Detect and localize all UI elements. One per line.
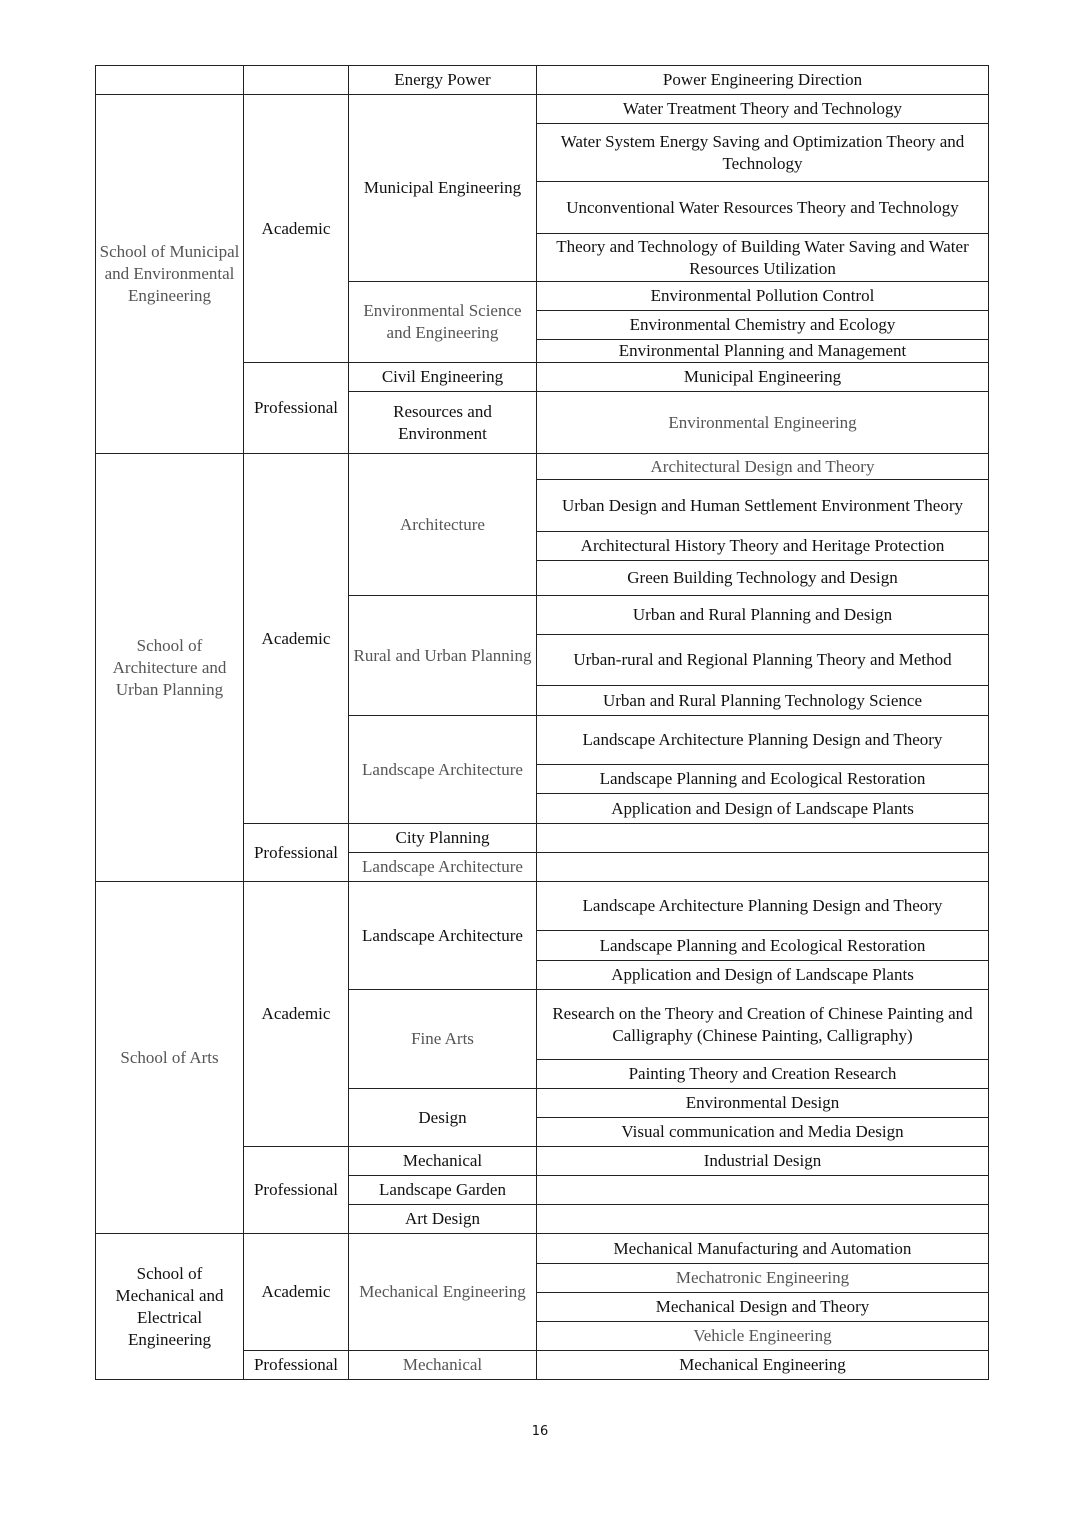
- discipline-cell: Fine Arts: [349, 990, 537, 1089]
- direction-cell: Urban Design and Human Settlement Environment Theory: [537, 480, 989, 532]
- table-row: [96, 882, 989, 931]
- direction-cell: Application and Design of Landscape Plants: [537, 794, 989, 824]
- direction-cell: Architectural Design and Theory: [537, 454, 989, 480]
- direction-cell: Power Engineering Direction: [537, 66, 989, 95]
- direction-cell: Mechanical Engineering: [537, 1351, 989, 1380]
- direction-cell: Research on the Theory and Creation of Chinese Painting and Calligraphy (Chinese Painting, Calligraphy): [537, 990, 989, 1060]
- discipline-cell: Landscape Garden: [349, 1176, 537, 1205]
- direction-cell-empty: [537, 824, 989, 853]
- school-cell: School of Arts: [96, 882, 244, 1234]
- direction-cell: Application and Design of Landscape Plants: [537, 961, 989, 990]
- direction-cell: Mechanical Design and Theory: [537, 1293, 989, 1322]
- table-row: [96, 66, 989, 95]
- discipline-cell: Civil Engineering: [349, 363, 537, 392]
- direction-cell: Architectural History Theory and Heritage Protection: [537, 532, 989, 561]
- type-cell-empty: [244, 66, 349, 95]
- direction-cell: Water Treatment Theory and Technology: [537, 95, 989, 124]
- direction-cell: Environmental Design: [537, 1089, 989, 1118]
- direction-cell: Urban and Rural Planning and Design: [537, 596, 989, 635]
- direction-cell: Landscape Architecture Planning Design and Theory: [537, 716, 989, 765]
- discipline-cell: Mechanical: [349, 1351, 537, 1380]
- discipline-cell: Art Design: [349, 1205, 537, 1234]
- school-cell: School of Mechanical and Electrical Engineering: [96, 1234, 244, 1380]
- discipline-cell: Environmental Science and Engineering: [349, 282, 537, 363]
- type-cell-academic: Academic: [244, 454, 349, 824]
- discipline-cell: Landscape Architecture: [349, 882, 537, 990]
- direction-cell: Landscape Architecture Planning Design and Theory: [537, 882, 989, 931]
- direction-cell: Water System Energy Saving and Optimization Theory and Technology: [537, 124, 989, 182]
- direction-cell: Urban-rural and Regional Planning Theory and Method: [537, 635, 989, 686]
- school-cell: School of Architecture and Urban Planning: [96, 454, 244, 882]
- school-cell: School of Municipal and Environmental Engineering: [96, 95, 244, 454]
- type-cell-academic: Academic: [244, 95, 349, 363]
- direction-cell: Vehicle Engineering: [537, 1322, 989, 1351]
- discipline-cell: City Planning: [349, 824, 537, 853]
- type-cell-professional: Professional: [244, 1147, 349, 1234]
- discipline-cell: Resources and Environment: [349, 392, 537, 454]
- direction-cell: Painting Theory and Creation Research: [537, 1060, 989, 1089]
- table-row: [96, 1234, 989, 1264]
- discipline-cell: Landscape Architecture: [349, 716, 537, 824]
- type-cell-academic: Academic: [244, 1234, 349, 1351]
- direction-cell-empty: [537, 1176, 989, 1205]
- discipline-cell: Design: [349, 1089, 537, 1147]
- direction-cell: Green Building Technology and Design: [537, 561, 989, 596]
- direction-cell: Environmental Chemistry and Ecology: [537, 311, 989, 340]
- table-row: [96, 454, 989, 480]
- direction-cell: Urban and Rural Planning Technology Science: [537, 686, 989, 716]
- direction-cell: Landscape Planning and Ecological Restoration: [537, 931, 989, 961]
- direction-cell: Unconventional Water Resources Theory and Technology: [537, 182, 989, 234]
- discipline-cell: Mechanical: [349, 1147, 537, 1176]
- direction-cell: Environmental Planning and Management: [537, 340, 989, 363]
- direction-cell: Industrial Design: [537, 1147, 989, 1176]
- type-cell-professional: Professional: [244, 1351, 349, 1380]
- discipline-cell: Landscape Architecture: [349, 853, 537, 882]
- programs-table: [95, 65, 989, 1380]
- table-row: [96, 95, 989, 124]
- type-cell-professional: Professional: [244, 363, 349, 454]
- discipline-cell: Architecture: [349, 454, 537, 596]
- direction-cell-empty: [537, 1205, 989, 1234]
- direction-cell: Landscape Planning and Ecological Restoration: [537, 765, 989, 794]
- direction-cell: Environmental Engineering: [537, 392, 989, 454]
- school-cell-empty: [96, 66, 244, 95]
- discipline-cell: Rural and Urban Planning: [349, 596, 537, 716]
- direction-cell: Environmental Pollution Control: [537, 282, 989, 311]
- type-cell-academic: Academic: [244, 882, 349, 1147]
- direction-cell: Municipal Engineering: [537, 363, 989, 392]
- page-number: 16: [531, 1424, 549, 1439]
- direction-cell: Theory and Technology of Building Water Saving and Water Resources Utilization: [537, 234, 989, 282]
- direction-cell-empty: [537, 853, 989, 882]
- discipline-cell: Mechanical Engineering: [349, 1234, 537, 1351]
- direction-cell: Mechatronic Engineering: [537, 1264, 989, 1293]
- discipline-cell: Municipal Engineering: [349, 95, 537, 282]
- direction-cell: Mechanical Manufacturing and Automation: [537, 1234, 989, 1264]
- discipline-cell: Energy Power: [349, 66, 537, 95]
- type-cell-professional: Professional: [244, 824, 349, 882]
- direction-cell: Visual communication and Media Design: [537, 1118, 989, 1147]
